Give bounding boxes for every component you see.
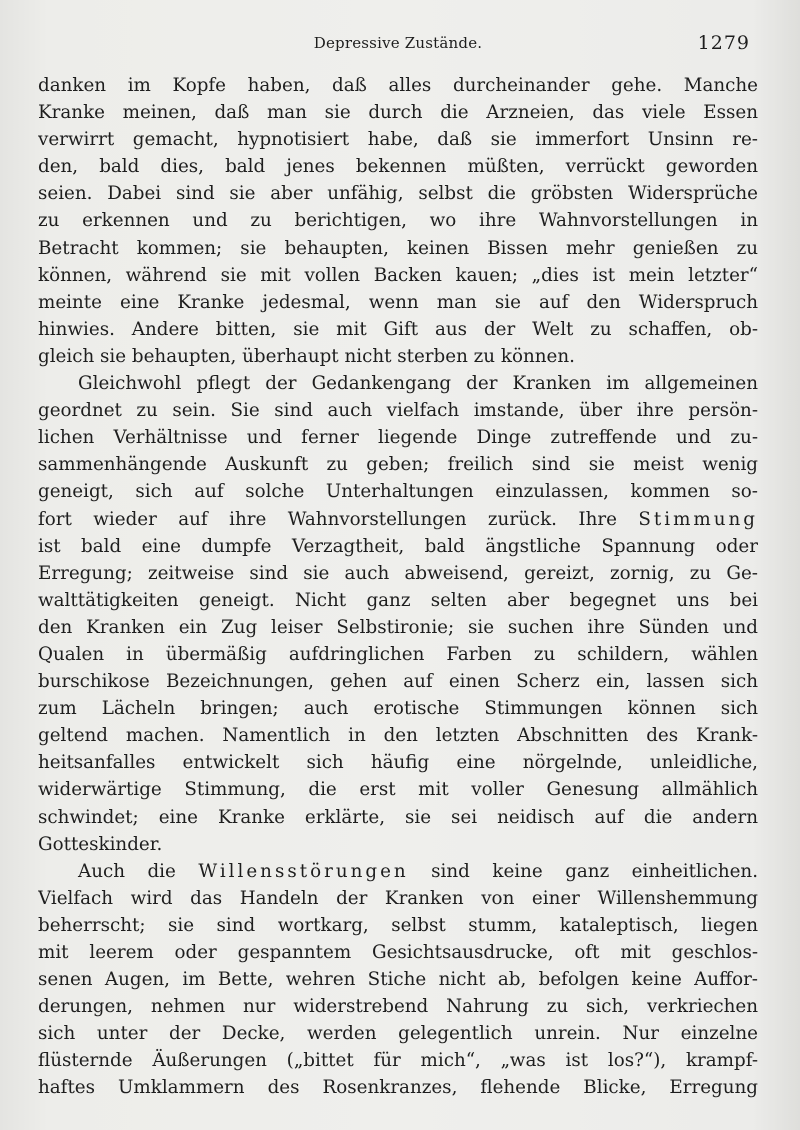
text-line: Kranke meinen, daß man sie durch die Arzneien, das viele Essen [38,102,758,124]
text-line: sich unter der Decke, werden gelegentlich unrein. Nur einzelne [38,1023,758,1045]
text-line: widerwärtige Stimmung, die erst mit voller Genesung allmählich [38,779,758,801]
text-line: beherrscht; sie sind wortkarg, selbst stumm, kataleptisch, liegen [38,914,758,936]
text-segment: sind keine ganz einheitlichen. [431,860,758,882]
text-line: burschikose Bezeichnungen, gehen auf einen Scherz ein, lassen sich [38,671,758,693]
page-number: 1279 [697,32,750,54]
text-line: verwirrt gemacht, hypnotisiert habe, daß sie immerfort Unsinn re- [38,129,758,151]
text-line: senen Augen, im Bette, wehren Stiche nicht ab, befolgen keine Auffor- [38,969,758,991]
text-line: derungen, nehmen nur widerstrebend Nahrung zu sich, verkriechen [38,996,758,1018]
running-head [38,32,758,56]
text-line: flüsternde Äußerungen („bittet für mich“, „was ist los?“), krampf- [38,1050,758,1072]
text-line: lichen Verhältnisse und ferner liegende Dinge zutreffende und zu- [38,427,758,449]
paragraph-end-line: gleich sie behaupten, überhaupt nicht sterben zu können. [38,345,575,367]
text-segment: fort wieder auf ihre Wahnvorstellungen zurück. Ihre [38,508,617,530]
running-title: Depressive Zustände. [313,34,483,52]
text-line: geneigt, sich auf solche Unterhaltungen einzulassen, kommen so- [38,481,758,503]
text-line: heitsanfalles entwickelt sich häufig eine nörgelnde, unleidliche, [38,752,758,774]
text-line: Vielfach wird das Handeln der Kranken von einer Willenshemmung [38,887,758,909]
text-line: meinte eine Kranke jedesmal, wenn man sie auf den Widerspruch [38,291,758,313]
text-line: den, bald dies, bald jenes bekennen müßten, verrückt geworden [38,156,758,178]
text-line: zum Lächeln bringen; auch erotische Stimmungen können sich [38,698,758,720]
text-line: können, während sie mit vollen Backen kauen; „dies ist mein letzter“ [38,264,758,286]
text-line: Betracht kommen; sie behaupten, keinen Bissen mehr genießen zu [38,237,758,259]
text-line: ist bald eine dumpfe Verzagtheit, bald ängstliche Spannung oder [38,535,758,557]
text-line: seien. Dabei sind sie aber unfähig, selbst die gröbsten Widersprüche [38,183,758,205]
paragraph-end-line: Gotteskinder. [38,833,163,855]
text-line: geltend machen. Namentlich in den letzten Abschnitten des Krank- [38,725,758,747]
text-line: Qualen in übermäßig aufdringlichen Farben zu schildern, wählen [38,643,758,665]
emphasis-willensstoerungen: Willensstörungen [198,860,409,882]
text-segment: Auch die [78,860,176,882]
text-line: walttätigkeiten geneigt. Nicht ganz selten aber begegnet uns bei [38,589,758,611]
text-line: hinwies. Andere bitten, sie mit Gift aus der Welt zu schaffen, ob- [38,318,758,340]
body-text [38,72,758,1102]
text-line: den Kranken ein Zug leiser Selbstironie; sie suchen ihre Sünden und [38,616,758,638]
paragraph-start-line: Gleichwohl pflegt der Gedankengang der Kranken im allgemeinen [78,373,758,395]
text-line: zu erkennen und zu berichtigen, wo ihre Wahnvorstellungen in [38,210,758,232]
text-line: Erregung; zeitweise sind sie auch abweisend, gereizt, zornig, zu Ge- [38,562,758,584]
text-line-with-emphasis [38,506,758,533]
text-line: schwindet; eine Kranke erklärte, sie sei neidisch auf die andern [38,806,758,828]
text-line: danken im Kopfe haben, daß alles durcheinander gehe. Manche [38,75,758,96]
emphasis-stimmung: Stimmung [638,508,758,530]
text-line: haftes Umklammern des Rosenkranzes, flehende Blicke, Erregung [38,1077,758,1099]
text-line: geordnet zu sein. Sie sind auch vielfach imstande, über ihre persön- [38,400,758,422]
paragraph-start-line-with-emphasis [38,858,758,885]
text-line: mit leerem oder gespanntem Gesichtsausdrucke, oft mit geschlos- [38,942,758,963]
text-line: sammenhängende Auskunft zu geben; freilich sind sie meist wenig [38,454,758,476]
